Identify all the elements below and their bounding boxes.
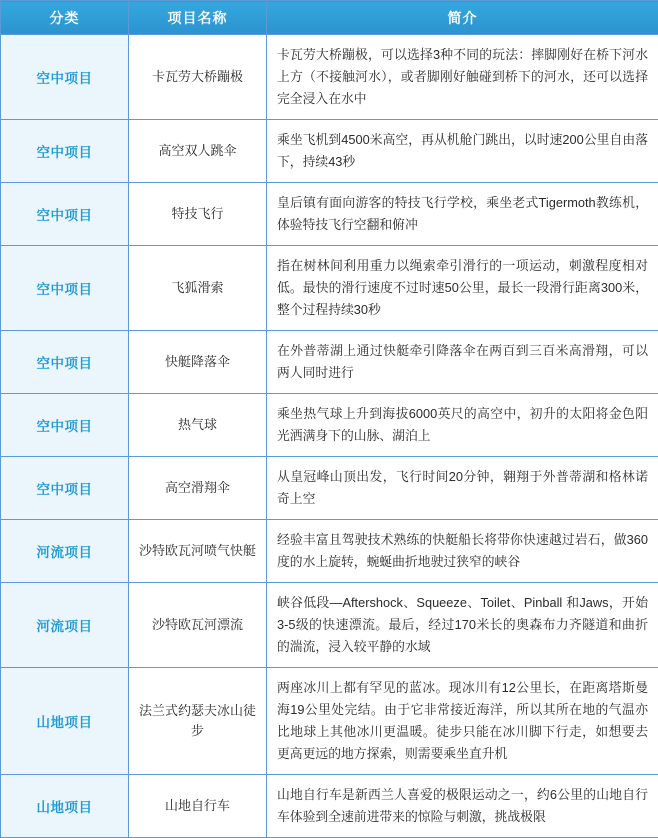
cell-description: 从皇冠峰山顶出发，飞行时间20分钟，翱翔于外普蒂湖和格林诺奇上空 [267, 457, 658, 520]
cell-category: 河流项目 [1, 583, 129, 668]
cell-description: 两座冰川上都有罕见的蓝冰。现冰川有12公里长，在距离塔斯曼海19公里处完结。由于它非常接近海洋，所以其所在地的气温亦比地球上其他冰川更温暖。徒步只能在冰川脚下行走，如想要去更高更远的地方探索，则需要乘坐直升机 [267, 668, 658, 775]
cell-description: 指在树林间利用重力以绳索牵引滑行的一项运动，刺激程度相对低。最快的滑行速度不过时速50公里，最长一段滑行距离300米，整个过程持续30秒 [267, 246, 658, 331]
table-row [1, 183, 658, 246]
cell-category: 空中项目 [1, 183, 129, 246]
cell-name: 特技飞行 [129, 183, 267, 246]
cell-category: 空中项目 [1, 394, 129, 457]
cell-name: 高空双人跳伞 [129, 120, 267, 183]
table-body [1, 35, 658, 838]
cell-category: 空中项目 [1, 331, 129, 394]
table-row [1, 246, 658, 331]
table-row [1, 331, 658, 394]
cell-description: 乘坐飞机到4500米高空，再从机舱门跳出，以时速200公里自由落下，持续43秒 [267, 120, 658, 183]
cell-category: 山地项目 [1, 775, 129, 838]
cell-name: 热气球 [129, 394, 267, 457]
cell-name: 沙特欧瓦河喷气快艇 [129, 520, 267, 583]
cell-category: 空中项目 [1, 457, 129, 520]
cell-description: 经验丰富且驾驶技术熟练的快艇船长将带你快速越过岩石，做360度的水上旋转，蜿蜒曲折地驶过狭窄的峡谷 [267, 520, 658, 583]
table-row [1, 120, 658, 183]
cell-name: 快艇降落伞 [129, 331, 267, 394]
cell-name: 飞狐滑索 [129, 246, 267, 331]
cell-category: 空中项目 [1, 35, 129, 120]
cell-name: 山地自行车 [129, 775, 267, 838]
cell-description: 山地自行车是新西兰人喜爱的极限运动之一，约6公里的山地自行车体验到全速前进带来的惊险与刺激，挑战极限 [267, 775, 658, 838]
cell-category: 空中项目 [1, 120, 129, 183]
table-row [1, 35, 658, 120]
cell-category: 空中项目 [1, 246, 129, 331]
column-header-category: 分类 [1, 1, 129, 35]
table-header [1, 1, 658, 35]
column-header-name: 项目名称 [129, 1, 267, 35]
column-header-description: 简介 [267, 1, 658, 35]
cell-name: 沙特欧瓦河漂流 [129, 583, 267, 668]
cell-description: 皇后镇有面向游客的特技飞行学校，乘坐老式Tigermoth教练机，体验特技飞行空翻和俯冲 [267, 183, 658, 246]
cell-category: 河流项目 [1, 520, 129, 583]
table-header-row [1, 1, 658, 35]
cell-description: 峡谷低段—Aftershock、Squeeze、Toilet、Pinball 和Jaws，开始3-5级的快速漂流。最后，经过170米长的奥森布力齐隧道和曲折的湍流，浸入较平静的水域 [267, 583, 658, 668]
cell-description: 乘坐热气球上升到海拔6000英尺的高空中，初升的太阳将金色阳光洒满身下的山脉、湖泊上 [267, 394, 658, 457]
table-row [1, 668, 658, 775]
cell-name: 法兰式约瑟夫冰山徒步 [129, 668, 267, 775]
cell-name: 卡瓦劳大桥蹦极 [129, 35, 267, 120]
cell-description: 卡瓦劳大桥蹦极，可以选择3种不同的玩法：摔脚刚好在桥下河水上方（不接触河水），或者脚刚好触碰到桥下的河水，还可以选择完全浸入在水中 [267, 35, 658, 120]
cell-category: 山地项目 [1, 668, 129, 775]
table-row [1, 457, 658, 520]
table-row [1, 775, 658, 838]
table-row [1, 394, 658, 457]
table-row [1, 583, 658, 668]
cell-description: 在外普蒂湖上通过快艇牵引降落伞在两百到三百米高滑翔，可以两人同时进行 [267, 331, 658, 394]
table-row [1, 520, 658, 583]
cell-name: 高空滑翔伞 [129, 457, 267, 520]
